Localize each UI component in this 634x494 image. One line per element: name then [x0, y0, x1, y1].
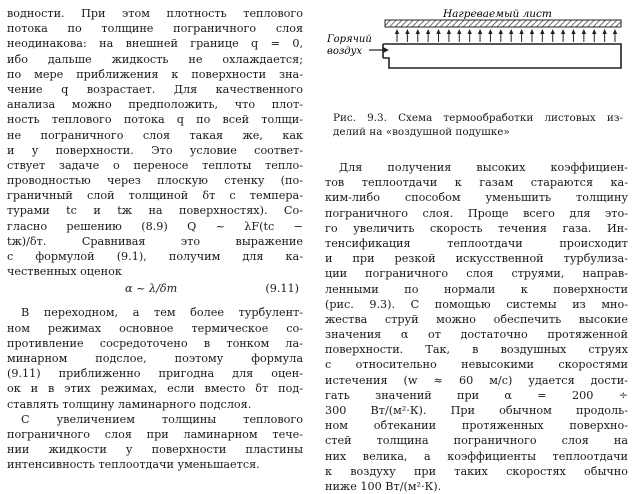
paragraph-line: tж)/δт. Сравнивая это выражение [7, 234, 303, 248]
figure-caption [333, 112, 623, 139]
air-jet-arrowhead [582, 29, 586, 34]
caption-line: делий на «воздушной подушке» [333, 125, 510, 138]
paragraph-line: к воздуху при таких скоростях обычно [325, 464, 628, 478]
paragraph-line: анализа можно предположить, что плот- [7, 98, 303, 112]
air-jet-arrowhead [467, 29, 471, 34]
paragraph-line: пограничного слоя при ламинарном тече- [7, 427, 303, 441]
paragraph-line: не пограничного слоя такая же, как [7, 128, 303, 142]
paragraph-line: (рис. 9.3). С помощью системы из мно- [325, 297, 628, 311]
paragraph-line: чение q возрастает. Для качественного [7, 82, 303, 96]
heated-sheet [385, 20, 621, 27]
paragraph-line: го увеличить скорость течения газа. Ин- [325, 221, 628, 235]
paragraph-line: ном режимах основное термическое со- [7, 321, 303, 335]
paragraph-line: противление сосредоточено в тонком ла- [7, 336, 303, 350]
paragraph-line: с относительно невысокими скоростями [325, 358, 628, 372]
paragraph-line: ибо дальше жидкость не охлаждается; [7, 52, 303, 66]
paragraph-line: ность теплового потока q по всей толщи- [7, 113, 303, 127]
paragraph-line: с формулой (9.1), получим для ка- [7, 250, 303, 263]
air-jet-arrowhead [509, 29, 513, 34]
formula-expression: α ~ λ/δт [125, 282, 178, 296]
air-jet-arrowhead [540, 29, 544, 34]
paragraph-line: гласно решению (8.9) Q ~ λF(tс − [7, 219, 303, 233]
paragraph-line: тов теплоотдачи к газам стараются ка- [325, 176, 628, 190]
paragraph-line: С увеличением толщины теплового [21, 412, 303, 426]
paragraph-line: граничный слой толщиной δт с темпера- [7, 189, 303, 203]
paragraph-line: ции пограничного слоя струями, направ- [325, 267, 628, 281]
paragraph-line: по мере приближения к поверхности зна- [7, 67, 303, 81]
air-jet-arrows [395, 29, 617, 42]
paragraph-line: чественных оценок [7, 265, 122, 279]
air-jet-arrowhead [499, 29, 503, 34]
paragraph-line: 300 Вт/(м²·К). При обычном продоль- [325, 404, 628, 417]
paragraph-line: ким-либо способом уменьшить толщину [325, 191, 628, 205]
air-jet-arrowhead [561, 29, 565, 34]
sheet-label: Нагреваемый лист [443, 8, 552, 20]
paragraph-line: водности. При этом плотность теплового [7, 7, 303, 20]
air-jet-arrowhead [447, 29, 451, 34]
air-jet-arrowhead [551, 29, 555, 34]
air-jet-arrowhead [457, 29, 461, 34]
air-jet-arrowhead [571, 29, 575, 34]
air-jet-arrowhead [395, 29, 399, 34]
paragraph-line: Для получения высоких коэффициен- [339, 161, 628, 174]
air-jet-arrowhead [478, 29, 482, 34]
paragraph-line: интенсивность теплоотдачи уменьшается. [7, 458, 260, 472]
paragraph-line: ставлять толщину ламинарного подслоя. [7, 397, 252, 411]
air-jet-arrowhead [436, 29, 440, 34]
paragraph-line: ниже 100 Вт/(м²·К). [325, 479, 442, 493]
plenum-box [383, 44, 621, 68]
paragraph-line: и у поверхности. Это условие соответ- [7, 143, 303, 157]
paragraph-line: неодинакова: на внешней границе q = 0, [7, 37, 303, 51]
right-column [325, 160, 628, 494]
paragraph-line: ном обтекании протяженных поверхно- [325, 419, 628, 433]
paragraph-line: жества струй можно обеспечить высокие [325, 312, 628, 326]
paragraph-line: ленными по нормали к поверхности [325, 282, 628, 296]
paragraph-line: тенсификация теплоотдачи происходит [325, 236, 628, 250]
air-jet-arrowhead [613, 29, 617, 34]
paragraph-line: минарном подслое, поэтому формула [7, 351, 303, 365]
air-label-line1: Горячий [327, 34, 372, 45]
paragraph-line: ок и в этих режимах, если вместо δт под- [7, 382, 303, 396]
formula-9-11 [7, 279, 303, 299]
caption-line: Рис. 9.3. Схема термообработки листовых из- [333, 112, 623, 124]
left-column [7, 6, 303, 472]
paragraph-line: пограничного слоя. Проще всего для это- [325, 206, 628, 220]
air-jet-arrowhead [488, 29, 492, 34]
paragraph-line: значения α от достаточно протяженной [325, 328, 628, 342]
paragraph-line: нии жидкости у поверхности пластины [7, 443, 303, 457]
paragraph-line: В переходном, а тем более турбулент- [21, 306, 303, 320]
paragraph-line: них велика, а коэффициенты теплоотдачи [325, 449, 628, 463]
paragraph-line: поверхности. Так, в воздушных струях [325, 343, 628, 357]
formula-number: (9.11) [265, 282, 299, 296]
paragraph-line: (9.11) приближенно пригодна для оцен- [7, 367, 303, 381]
air-jet-arrowhead [519, 29, 523, 34]
paragraph-line: турами tс и tж на поверхностях). Со- [7, 204, 303, 218]
paragraph-line: гать значений при α = 200 ÷ [325, 388, 628, 402]
air-inlet-arrowhead [383, 47, 389, 53]
paragraph-line: проводностью через плоскую стенку (по- [7, 174, 303, 188]
air-jet-arrowhead [426, 29, 430, 34]
air-jet-arrowhead [602, 29, 606, 34]
paragraph-line: потока по толщине пограничного слоя [7, 22, 303, 36]
air-jet-arrowhead [530, 29, 534, 34]
air-label-line2: воздух [327, 46, 363, 57]
paragraph-line: ствует задаче о переносе теплоты тепло- [7, 158, 303, 172]
air-jet-arrowhead [405, 29, 409, 34]
air-jet-arrowhead [592, 29, 596, 34]
air-jet-arrowhead [416, 29, 420, 34]
paragraph-line: истечения (w ≈ 60 м/с) удается дости- [325, 373, 628, 387]
figure-9-3 [325, 6, 628, 111]
paragraph-line: стей толщина пограничного слоя на [325, 434, 628, 448]
paragraph-line: и при резкой искусственной турбулиза- [325, 252, 628, 266]
